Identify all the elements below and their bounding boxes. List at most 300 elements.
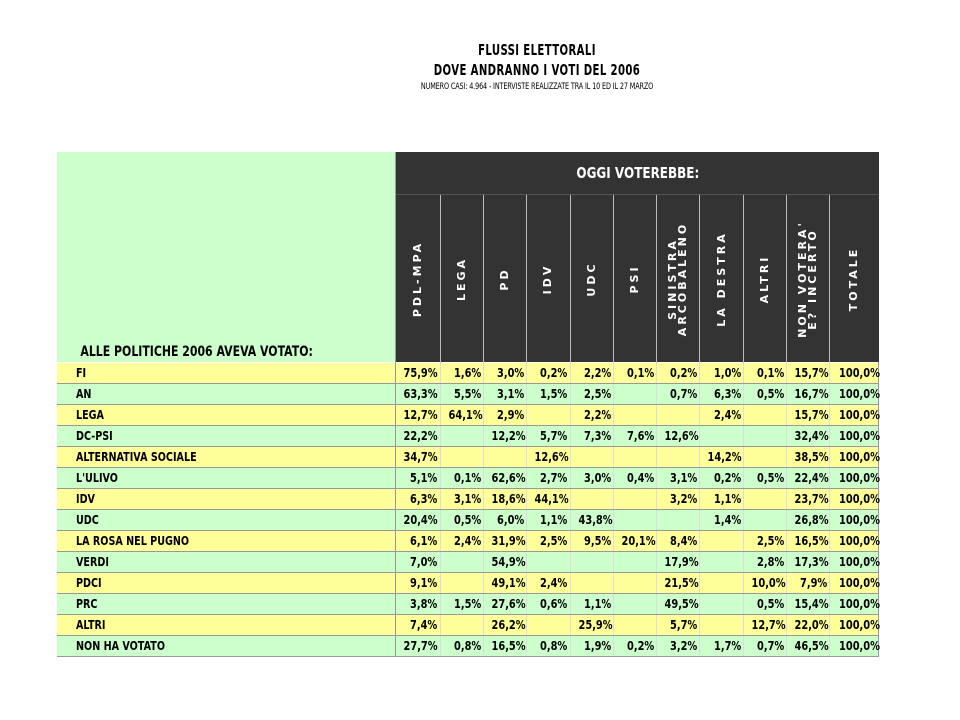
cell-value: 5,7% bbox=[670, 618, 698, 632]
table-cell bbox=[787, 468, 830, 489]
row-label-text: PRC bbox=[76, 597, 98, 611]
table-cell bbox=[570, 363, 613, 384]
cell-value: 2,2% bbox=[583, 408, 611, 422]
table-cell bbox=[396, 489, 440, 510]
table-cell bbox=[483, 363, 526, 384]
column-header-label bbox=[798, 220, 818, 338]
cell-value: 2,4% bbox=[713, 408, 741, 422]
table-cell bbox=[743, 447, 786, 468]
cell-value: 23,7% bbox=[794, 492, 829, 506]
column-header-line: ALTRI bbox=[757, 254, 771, 303]
cell-value: 0,2% bbox=[713, 471, 741, 485]
cell-value: 100,0% bbox=[839, 576, 881, 590]
cell-value: 0,8% bbox=[453, 639, 481, 653]
column-header bbox=[787, 195, 830, 363]
cell-value: 31,9% bbox=[491, 534, 526, 548]
cell-value: 100,0% bbox=[839, 639, 881, 653]
column-header bbox=[570, 195, 613, 363]
table-cell bbox=[483, 594, 526, 615]
table-row bbox=[57, 468, 879, 489]
table-cell bbox=[743, 468, 786, 489]
table-cell bbox=[700, 594, 743, 615]
cell-value: 15,7% bbox=[794, 366, 829, 380]
cell-value: 3,0% bbox=[496, 366, 525, 380]
table-cell bbox=[830, 384, 879, 405]
table-cell bbox=[743, 531, 786, 552]
cell-value: 15,4% bbox=[794, 597, 829, 611]
table-cell bbox=[787, 594, 830, 615]
table-cell bbox=[440, 510, 483, 531]
cell-value: 0,8% bbox=[540, 639, 568, 653]
cell-value: 16,5% bbox=[794, 534, 829, 548]
table-cell bbox=[700, 510, 743, 531]
table-cell bbox=[483, 468, 526, 489]
table-cell bbox=[830, 405, 879, 426]
table-cell bbox=[527, 363, 570, 384]
table-cell bbox=[657, 468, 700, 489]
table-cell bbox=[787, 552, 830, 573]
row-label bbox=[57, 489, 396, 510]
table-cell bbox=[613, 636, 656, 657]
table-cell bbox=[396, 447, 440, 468]
row-label bbox=[57, 426, 396, 447]
cell-value: 12,7% bbox=[403, 408, 438, 422]
table-cell bbox=[657, 405, 700, 426]
table-row bbox=[57, 384, 879, 405]
column-header bbox=[830, 195, 879, 363]
table-cell bbox=[483, 531, 526, 552]
cell-value: 0,2% bbox=[626, 639, 655, 653]
table-row bbox=[57, 405, 879, 426]
cell-value: 1,5% bbox=[540, 387, 568, 401]
table-cell bbox=[700, 384, 743, 405]
column-group-header bbox=[396, 152, 879, 195]
table-cell bbox=[830, 594, 879, 615]
cell-value: 38,5% bbox=[794, 450, 829, 464]
cell-value: 49,1% bbox=[491, 576, 526, 590]
table-cell bbox=[483, 510, 526, 531]
column-header-label bbox=[410, 240, 424, 317]
table-cell bbox=[657, 636, 700, 657]
table-cell bbox=[440, 363, 483, 384]
cell-value: 17,9% bbox=[664, 555, 699, 569]
table-cell bbox=[440, 468, 483, 489]
cell-value: 32,4% bbox=[794, 429, 829, 443]
column-header-label bbox=[584, 260, 598, 297]
row-group-label: ALLE POLITICHE 2006 AVEVA VOTATO: bbox=[80, 344, 313, 360]
table-cell bbox=[527, 510, 570, 531]
cell-value: 7,3% bbox=[583, 429, 611, 443]
table-cell bbox=[570, 636, 613, 657]
column-header-label bbox=[714, 230, 728, 327]
table-row bbox=[57, 636, 879, 657]
table-cell bbox=[440, 552, 483, 573]
column-header-label bbox=[454, 256, 468, 301]
cell-value: 0,1% bbox=[453, 471, 481, 485]
table-cell bbox=[700, 636, 743, 657]
cell-value: 75,9% bbox=[403, 366, 438, 380]
table-cell bbox=[396, 468, 440, 489]
table-cell bbox=[787, 426, 830, 447]
table-cell bbox=[657, 363, 700, 384]
cell-value: 22,2% bbox=[403, 429, 438, 443]
table-cell bbox=[787, 447, 830, 468]
table-cell bbox=[830, 447, 879, 468]
table-cell bbox=[396, 594, 440, 615]
cell-value: 64,1% bbox=[448, 408, 483, 422]
cell-value: 3,1% bbox=[670, 471, 698, 485]
table-cell bbox=[700, 447, 743, 468]
cell-value: 18,6% bbox=[491, 492, 526, 506]
column-header bbox=[743, 195, 786, 363]
table-cell bbox=[483, 489, 526, 510]
table-cell bbox=[483, 573, 526, 594]
cell-value: 0,1% bbox=[626, 366, 655, 380]
table-cell bbox=[396, 363, 440, 384]
cell-value: 3,0% bbox=[583, 471, 611, 485]
row-label bbox=[57, 384, 396, 405]
cell-value: 0,2% bbox=[670, 366, 698, 380]
row-label-text: FI bbox=[76, 366, 87, 380]
cell-value: 3,2% bbox=[670, 639, 698, 653]
table-body bbox=[57, 363, 879, 657]
table-cell bbox=[787, 615, 830, 636]
cell-value: 2,8% bbox=[756, 555, 785, 569]
cell-value: 10,0% bbox=[751, 576, 786, 590]
column-header-line: LEGA bbox=[454, 256, 468, 301]
table-cell bbox=[396, 510, 440, 531]
table-row bbox=[57, 447, 879, 468]
table-cell bbox=[613, 363, 656, 384]
table-cell bbox=[787, 531, 830, 552]
cell-value: 8,4% bbox=[670, 534, 698, 548]
table-cell bbox=[743, 384, 786, 405]
table-cell bbox=[440, 447, 483, 468]
table-cell bbox=[527, 489, 570, 510]
table-cell bbox=[657, 426, 700, 447]
cell-value: 100,0% bbox=[839, 618, 881, 632]
table-row bbox=[57, 552, 879, 573]
table-cell bbox=[787, 573, 830, 594]
cell-value: 0,7% bbox=[756, 639, 785, 653]
cell-value: 14,2% bbox=[707, 450, 743, 464]
table-cell bbox=[787, 636, 830, 657]
cell-value: 5,5% bbox=[453, 387, 481, 401]
cell-value: 100,0% bbox=[839, 366, 881, 380]
cell-value: 5,1% bbox=[410, 471, 438, 485]
table-cell bbox=[700, 573, 743, 594]
cell-value: 9,5% bbox=[583, 534, 611, 548]
row-label-text: LEGA bbox=[76, 408, 104, 422]
cell-value: 2,4% bbox=[453, 534, 481, 548]
column-header-line: ARCOBALENO bbox=[676, 221, 690, 336]
cell-value: 5,7% bbox=[540, 429, 568, 443]
row-label-text: ALTRI bbox=[76, 618, 106, 632]
column-group-label: OGGI VOTEREBBE: bbox=[575, 164, 699, 182]
column-header-label bbox=[627, 263, 641, 294]
table-cell bbox=[483, 384, 526, 405]
table-cell bbox=[700, 405, 743, 426]
column-header bbox=[396, 195, 440, 363]
cell-value: 7,0% bbox=[410, 555, 438, 569]
table-cell bbox=[396, 405, 440, 426]
cell-value: 100,0% bbox=[839, 513, 881, 527]
table-cell bbox=[527, 384, 570, 405]
row-label bbox=[57, 447, 396, 468]
table-cell bbox=[657, 615, 700, 636]
cell-value: 16,5% bbox=[491, 639, 526, 653]
row-label-text: ALTERNATIVA SOCIALE bbox=[76, 450, 197, 464]
table-cell bbox=[527, 573, 570, 594]
table-cell bbox=[657, 384, 700, 405]
cell-value: 1,1% bbox=[540, 513, 568, 527]
column-header-label bbox=[543, 263, 553, 294]
table-cell bbox=[657, 510, 700, 531]
cell-value: 12,2% bbox=[491, 429, 526, 443]
table-row bbox=[57, 531, 879, 552]
cell-value: 12,7% bbox=[751, 618, 786, 632]
cell-value: 1,0% bbox=[713, 366, 741, 380]
table-cell bbox=[830, 615, 879, 636]
table-cell bbox=[613, 615, 656, 636]
cell-value: 100,0% bbox=[839, 597, 881, 611]
table-cell bbox=[570, 510, 613, 531]
cell-value: 6,3% bbox=[410, 492, 438, 506]
table-cell bbox=[743, 615, 786, 636]
table-cell bbox=[483, 426, 526, 447]
vote-flow-table bbox=[57, 152, 879, 657]
row-label-text: UDC bbox=[76, 513, 99, 527]
table-cell bbox=[743, 636, 786, 657]
table-cell bbox=[396, 573, 440, 594]
column-header-line: IDV bbox=[541, 263, 555, 294]
cell-value: 26,8% bbox=[794, 513, 829, 527]
cell-value: 49,5% bbox=[664, 597, 699, 611]
table-cell bbox=[440, 636, 483, 657]
table-cell bbox=[527, 447, 570, 468]
table-cell bbox=[613, 384, 656, 405]
table-cell bbox=[830, 510, 879, 531]
table-cell bbox=[396, 384, 440, 405]
cell-value: 0,5% bbox=[453, 513, 481, 527]
cell-value: 0,2% bbox=[540, 366, 568, 380]
cell-value: 44,1% bbox=[534, 492, 569, 506]
row-label bbox=[57, 615, 396, 636]
cell-value: 3,1% bbox=[453, 492, 481, 506]
cell-value: 54,9% bbox=[491, 555, 526, 569]
table-cell bbox=[396, 552, 440, 573]
table-cell bbox=[787, 363, 830, 384]
cell-value: 3,8% bbox=[410, 597, 438, 611]
table-cell bbox=[657, 531, 700, 552]
table-corner bbox=[57, 152, 396, 363]
cell-value: 62,6% bbox=[491, 471, 526, 485]
table-cell bbox=[570, 426, 613, 447]
cell-value: 1,7% bbox=[713, 639, 741, 653]
cell-value: 1,9% bbox=[583, 639, 611, 653]
cell-value: 1,5% bbox=[453, 597, 481, 611]
table-cell bbox=[483, 405, 526, 426]
table-cell bbox=[657, 447, 700, 468]
table-cell bbox=[613, 426, 656, 447]
table-cell bbox=[700, 552, 743, 573]
table-cell bbox=[830, 531, 879, 552]
table-row bbox=[57, 426, 879, 447]
table-cell bbox=[483, 447, 526, 468]
table-cell bbox=[527, 636, 570, 657]
cell-value: 2,5% bbox=[540, 534, 568, 548]
table-cell bbox=[570, 405, 613, 426]
cell-value: 2,5% bbox=[583, 387, 611, 401]
cell-value: 100,0% bbox=[839, 492, 881, 506]
cell-value: 1,6% bbox=[453, 366, 481, 380]
cell-value: 7,9% bbox=[800, 576, 828, 590]
table-cell bbox=[396, 615, 440, 636]
column-header-line: TOTALE bbox=[847, 246, 861, 311]
table-cell bbox=[527, 426, 570, 447]
column-header-line: UDC bbox=[584, 260, 598, 297]
cell-value: 0,7% bbox=[670, 387, 698, 401]
column-header-label bbox=[757, 254, 771, 303]
table-cell bbox=[700, 468, 743, 489]
table-cell bbox=[527, 468, 570, 489]
cell-value: 100,0% bbox=[839, 387, 881, 401]
cell-value: 2,5% bbox=[756, 534, 785, 548]
table-cell bbox=[787, 489, 830, 510]
table-cell bbox=[830, 489, 879, 510]
table-cell bbox=[483, 615, 526, 636]
table-row bbox=[57, 594, 879, 615]
table-cell bbox=[700, 615, 743, 636]
table-cell bbox=[743, 552, 786, 573]
cell-value: 7,6% bbox=[626, 429, 655, 443]
cell-value: 1,1% bbox=[713, 492, 741, 506]
row-label bbox=[57, 573, 396, 594]
column-header bbox=[440, 195, 483, 363]
column-header bbox=[700, 195, 743, 363]
table-cell bbox=[700, 363, 743, 384]
table-cell bbox=[613, 468, 656, 489]
cell-value: 9,1% bbox=[410, 576, 438, 590]
table-cell bbox=[700, 489, 743, 510]
table-cell bbox=[483, 636, 526, 657]
row-label bbox=[57, 636, 396, 657]
cell-value: 3,1% bbox=[496, 387, 525, 401]
cell-value: 12,6% bbox=[664, 429, 699, 443]
table-cell bbox=[830, 468, 879, 489]
table-cell bbox=[527, 531, 570, 552]
table-cell bbox=[440, 489, 483, 510]
table-cell bbox=[396, 636, 440, 657]
cell-value: 63,3% bbox=[403, 387, 438, 401]
table-cell bbox=[570, 573, 613, 594]
row-label-text: NON HA VOTATO bbox=[76, 639, 165, 653]
cell-value: 100,0% bbox=[839, 534, 881, 548]
column-header-line: SINISTRA bbox=[666, 237, 680, 320]
table-cell bbox=[570, 531, 613, 552]
table-cell bbox=[570, 552, 613, 573]
table-cell bbox=[743, 573, 786, 594]
row-label-text: LA ROSA NEL PUGNO bbox=[76, 534, 190, 548]
cell-value: 0,1% bbox=[756, 366, 785, 380]
column-header-line: LA DESTRA bbox=[714, 230, 728, 327]
table-cell bbox=[440, 615, 483, 636]
column-header-line: PD bbox=[498, 266, 511, 291]
table-cell bbox=[440, 405, 483, 426]
column-header-label bbox=[500, 267, 510, 290]
cell-value: 17,3% bbox=[794, 555, 829, 569]
column-header bbox=[657, 195, 700, 363]
row-label bbox=[57, 594, 396, 615]
table-row bbox=[57, 489, 879, 510]
cell-value: 100,0% bbox=[839, 408, 881, 422]
row-label-text: AN bbox=[76, 387, 92, 401]
column-header-line: PDL-MPA bbox=[410, 240, 424, 317]
cell-value: 7,4% bbox=[410, 618, 438, 632]
cell-value: 27,7% bbox=[403, 639, 438, 653]
table-cell bbox=[440, 573, 483, 594]
table-cell bbox=[570, 615, 613, 636]
row-label bbox=[57, 405, 396, 426]
table-cell bbox=[527, 405, 570, 426]
table-cell bbox=[700, 531, 743, 552]
row-label-text: L'ULIVO bbox=[76, 471, 118, 485]
table-cell bbox=[570, 447, 613, 468]
table-cell bbox=[613, 405, 656, 426]
table-cell bbox=[613, 552, 656, 573]
table-cell bbox=[830, 552, 879, 573]
column-header bbox=[483, 195, 526, 363]
table-cell bbox=[743, 426, 786, 447]
table-cell bbox=[830, 426, 879, 447]
table-cell bbox=[570, 594, 613, 615]
table-cell bbox=[657, 594, 700, 615]
row-label-text: IDV bbox=[76, 492, 95, 506]
cell-value: 100,0% bbox=[839, 450, 881, 464]
table-cell bbox=[527, 552, 570, 573]
column-header bbox=[613, 195, 656, 363]
table-row bbox=[57, 510, 879, 531]
table-cell bbox=[787, 510, 830, 531]
cell-value: 0,6% bbox=[540, 597, 568, 611]
cell-value: 20,4% bbox=[403, 513, 438, 527]
table-cell bbox=[440, 594, 483, 615]
row-label-text: PDCI bbox=[76, 576, 102, 590]
table-cell bbox=[613, 510, 656, 531]
table-row bbox=[57, 573, 879, 594]
table-cell bbox=[613, 594, 656, 615]
cell-value: 12,6% bbox=[534, 450, 569, 464]
cell-value: 22,4% bbox=[794, 471, 829, 485]
table-cell bbox=[743, 594, 786, 615]
cell-value: 43,8% bbox=[577, 513, 613, 527]
cell-value: 25,9% bbox=[577, 618, 613, 632]
column-header bbox=[527, 195, 570, 363]
cell-value: 2,9% bbox=[496, 408, 525, 422]
row-label-text: DC-PSI bbox=[76, 429, 113, 443]
table-cell bbox=[527, 615, 570, 636]
column-header-line: NON VOTERA' bbox=[796, 219, 810, 338]
cell-value: 26,2% bbox=[491, 618, 526, 632]
table-cell bbox=[613, 573, 656, 594]
table-cell bbox=[396, 531, 440, 552]
title-subtitle: DOVE ANDRANNO I VOTI DEL 2006 bbox=[433, 61, 641, 79]
cell-value: 2,7% bbox=[540, 471, 568, 485]
table-cell bbox=[483, 552, 526, 573]
title-main: FLUSSI ELETTORALI bbox=[478, 41, 596, 59]
cell-value: 34,7% bbox=[403, 450, 438, 464]
table-cell bbox=[787, 384, 830, 405]
